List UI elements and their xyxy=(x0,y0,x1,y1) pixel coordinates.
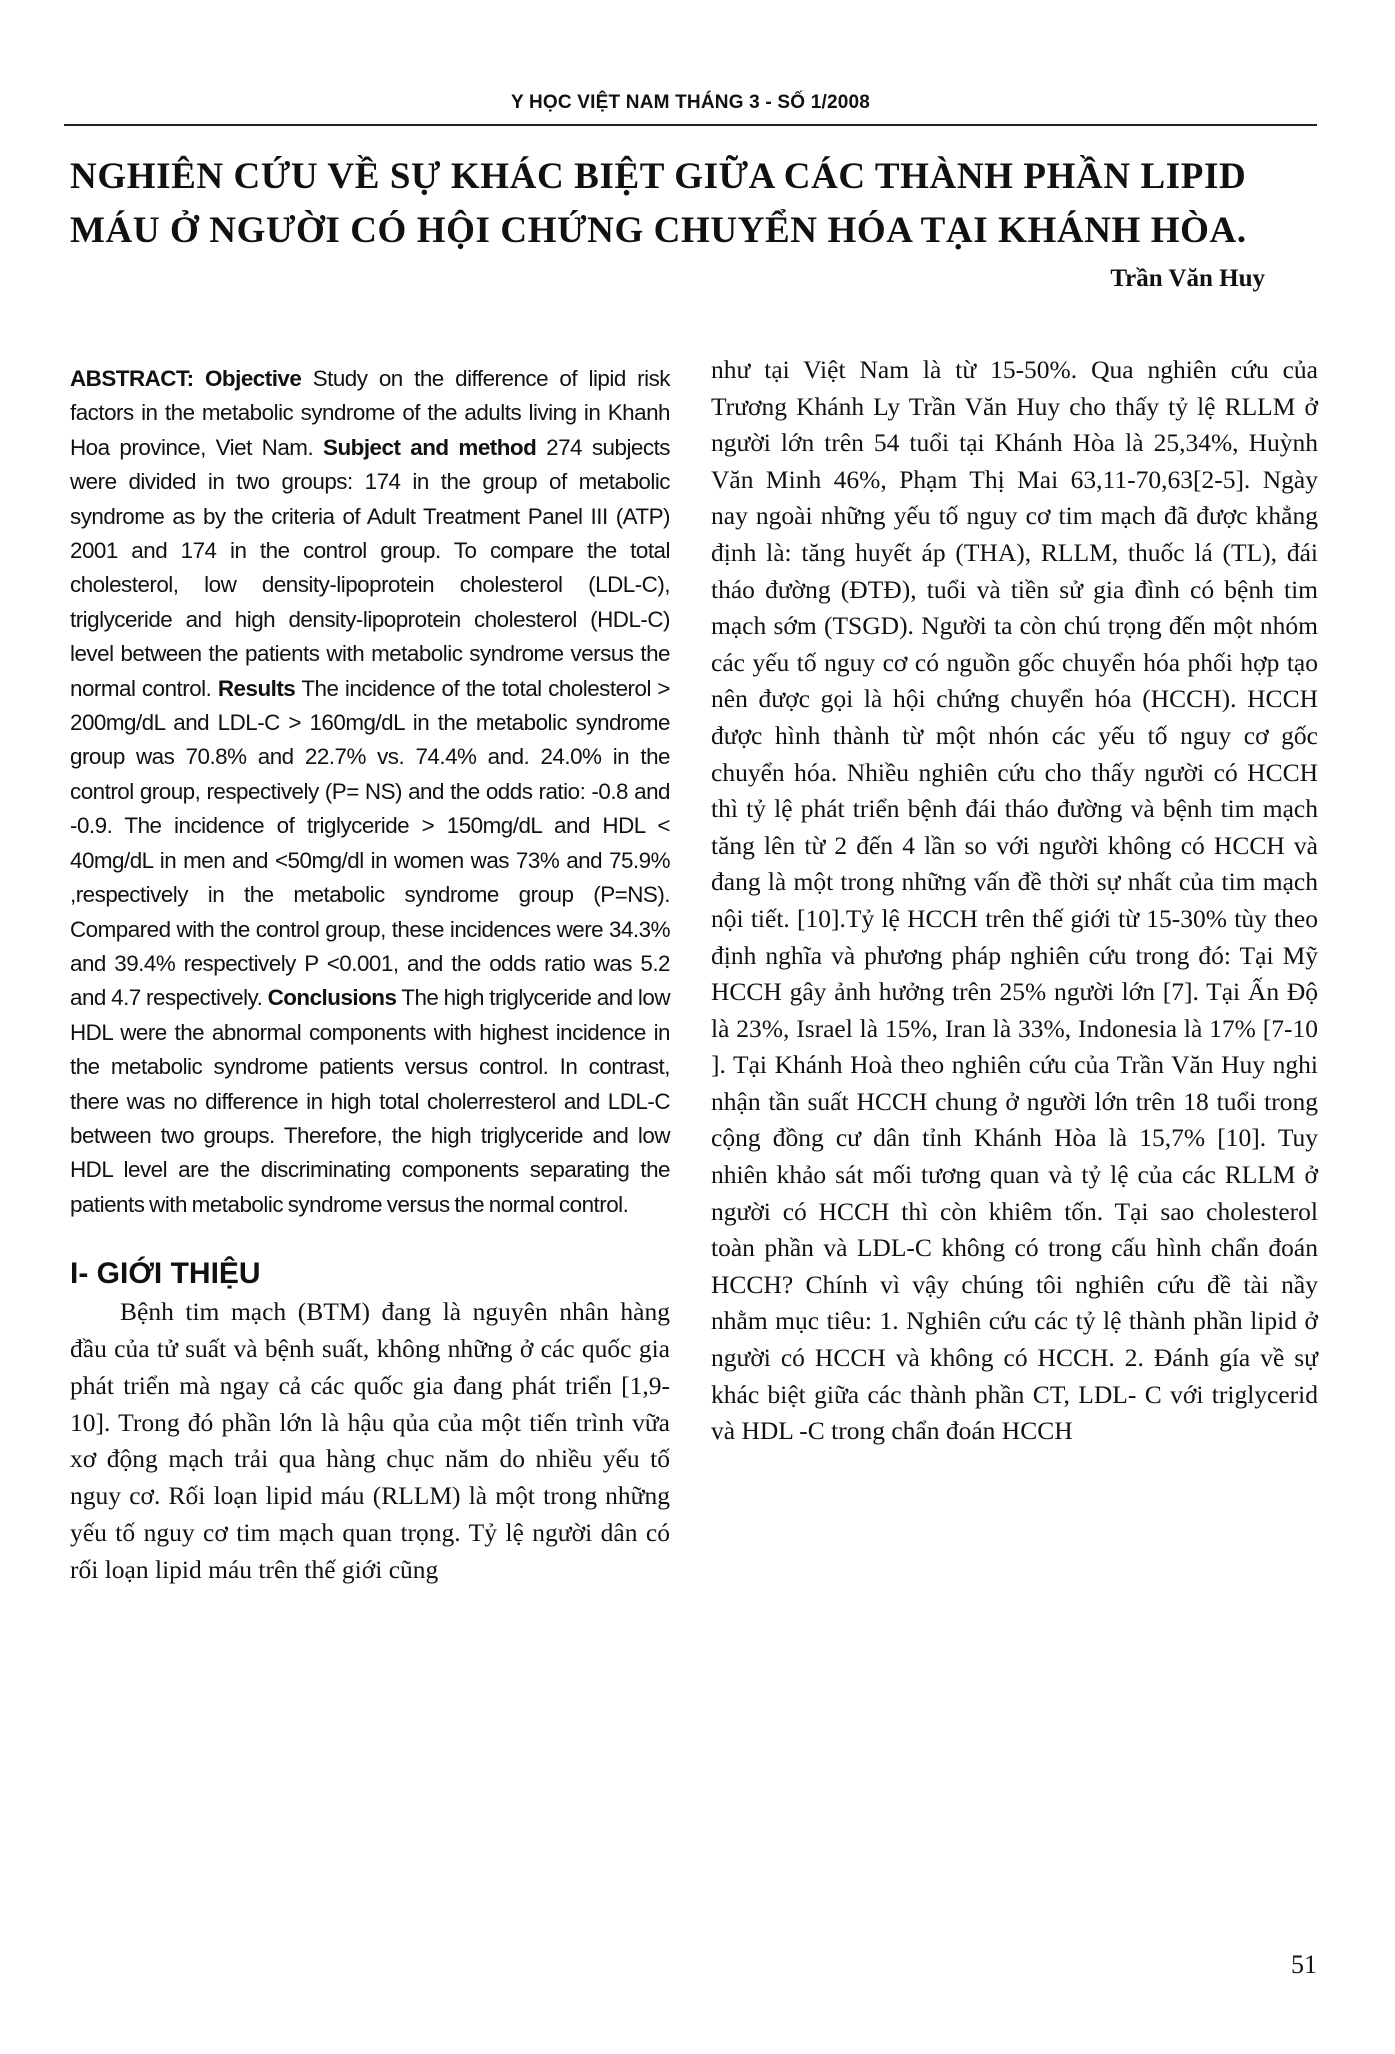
article-title-line-2: MÁU Ở NGƯỜI CÓ HỘI CHỨNG CHUYỂN HÓA TẠI KHÁNH HÒA. xyxy=(70,210,1247,251)
conclusions-text: The high triglyceride and low HDL were the abnormal components with highest incidence in the metabolic syndrome patients versus control. In contrast, there was no difference in high total cholerresterol and LDL-C between two groups. Therefore, the high triglyceride and low HDL level are the discriminating components separating the patients with metabolic syndrome versus the normal control. xyxy=(70,985,670,1217)
conclusions-label: Conclusions xyxy=(267,985,397,1011)
author-name: Trần Văn Huy xyxy=(1110,265,1265,292)
article-title xyxy=(70,150,1320,258)
left-column xyxy=(70,362,670,1589)
results-label: Results xyxy=(217,675,296,701)
objective-label: Objective xyxy=(205,366,302,391)
article-title-line-1: NGHIÊN CỨU VỀ SỰ KHÁC BIỆT GIỮA CÁC THÀNH PHẦN LIPID xyxy=(70,156,1247,197)
subject-method-text: 274 subjects were divided in two groups: 174 in the group of metabolic syndrome as by the criteria of Adult Treatment Panel III (ATP) 2001 and 174 in the control group. To compare the total cholesterol, low density-lipoprotein cholesterol (LDL-C), triglyceride and high density-lipoprotein cholesterol (HDL-C) level between the patients with metabolic syndrome versus the normal control. xyxy=(70,434,670,701)
section-heading-introduction: I- GIỚI THIỆU xyxy=(70,1257,261,1291)
right-column xyxy=(711,352,1318,1450)
abstract-label: ABSTRACT: xyxy=(70,366,194,391)
running-header: Y HỌC VIỆT NAM THÁNG 3 - SỐ 1/2008 xyxy=(510,92,871,113)
results-text: The incidence of the total cholesterol > 200mg/dL and LDL-C > 160mg/dL in the metabolic syndrome group was 70.8% and 22.7% vs. 74.4% and. 24.0% in the control group, respectively (P= NS) and the odds ratio: -0.8 and -0.9. The incidence of triglyceride > 150mg/dL and HDL < 40mg/dL in men and <50mg/dl in women was 73% and 75.9% ,respectively in the metabolic syndrome group (P=NS). Compared with the control group, these incidences were 34.3% and 39.4% respectively P <0.001, and the odds ratio was 5.2 and 4.7 respectively. xyxy=(70,675,671,1011)
objective-text: Study on the difference of lipid risk factors in the metabolic syndrome of the adults living in Khanh Hoa province, Viet Nam. xyxy=(70,366,670,460)
page-number: 51 xyxy=(1291,1950,1317,1979)
introduction-paragraph-left: Bệnh tim mạch (BTM) đang là nguyên nhân hàng đầu của tử suất và bệnh suất, không những ở các quốc gia phát triển mà ngay cả các quốc gia đang phát triển [1,9-10]. Trong đó phần lớn là hậu qủa của một tiến trình vữa xơ động mạch trải qua hàng chục năm do nhiều yếu tố nguy cơ. Rối loạn lipid máu (RLLM) là một trong những yếu tố nguy cơ tim mạch quan trọng. Tỷ lệ người dân có rối loạn lipid máu trên thế giới cũng xyxy=(70,1297,670,1584)
subject-method-label: Subject and method xyxy=(323,434,537,460)
abstract xyxy=(70,362,670,1222)
introduction-paragraph-right: như tại Việt Nam là từ 15-50%. Qua nghiên cứu của Trương Khánh Ly Trần Văn Huy cho thấy tỷ lệ RLLM ở người lớn trên 54 tuổi tại Khánh Hòa là 25,34%, Huỳnh Văn Minh 46%, Phạm Thị Mai 63,11-70,63[2-5]. Ngày nay ngoài những yếu tố nguy cơ tim mạch đã được khẳng định là: tăng huyết áp (THA), RLLM, thuốc lá (TL), đái tháo đường (ĐTĐ), tuổi và tiền sử gia đình có bệnh tim mạch sớm (TSGD). Người ta còn chú trọng đến một nhóm các yếu tố nguy cơ có nguồn gốc chuyển hóa phối hợp tạo nên được gọi là hội chứng chuyển hóa (HCCH). HCCH được hình thành từ một nhón các yếu tố nguy cơ gốc chuyển hóa. Nhiều nghiên cứu cho thấy người có HCCH thì tỷ lệ phát triển bệnh đái tháo đường và bệnh tim mạch tăng lên từ 2 đến 4 lần so với người không có HCCH và đang là một trong những vấn đề thời sự nhất của tim mạch nội tiết. [10].Tỷ lệ HCCH trên thế giới từ 15-30% tùy theo định nghĩa và phương pháp nghiên cứu trong đó: Tại Mỹ HCCH gây ảnh hưởng trên 25% người lớn [7]. Tại Ấn Độ là 23%, Israel là 15%, Iran là 33%, Indonesia là 17% [7-10 ]. Tại Khánh Hoà theo nghiên cứu của Trần Văn Huy nghi nhận tần suất HCCH chung ở người lớn trên 18 tuổi trong cộng đồng cư dân tỉnh Khánh Hòa là 15,7% [10]. Tuy nhiên khảo sát mối tương quan và tỷ lệ của các RLLM ở người có HCCH thì còn khiêm tốn. Tại sao cholesterol toàn phần và LDL-C không có trong cấu hình chẩn đoán HCCH? Chính vì vậy chúng tôi nghiên cứu đề tài nầy nhằm mục tiêu: 1. Nghiên cứu các tỷ lệ thành phần lipid ở người có HCCH và không có HCCH. 2. Đánh gía về sự khác biệt giữa các thành phần CT, LDL- C với triglycerid và HDL -C trong chẩn đoán HCCH xyxy=(711,355,1318,1446)
header-rule xyxy=(64,124,1317,126)
